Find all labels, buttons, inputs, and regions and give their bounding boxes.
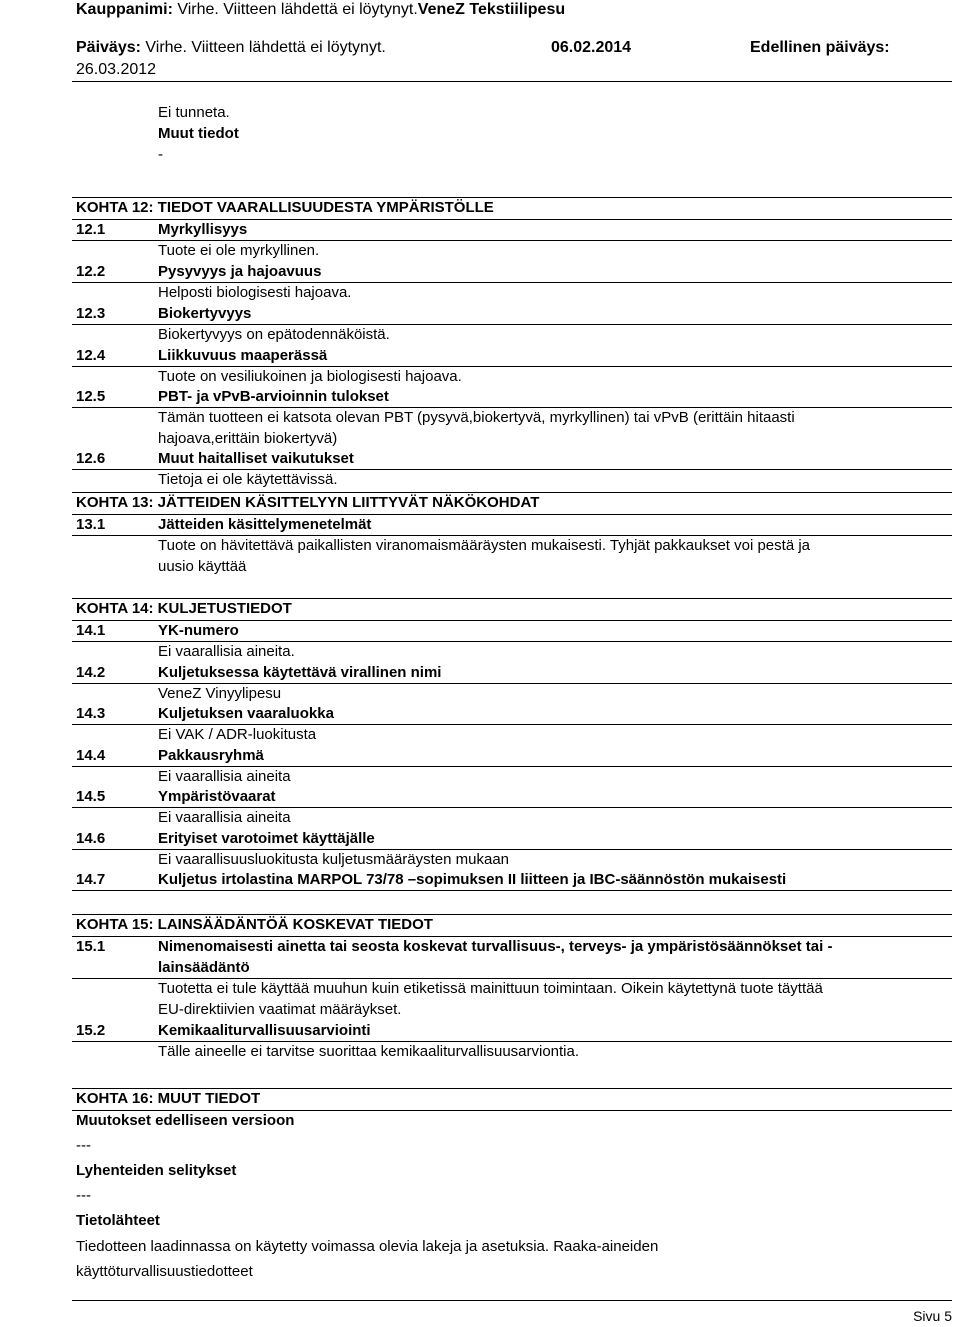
item-number: 15.2	[76, 1022, 106, 1039]
item-text: Tuote ei ole myrkyllinen.	[158, 242, 320, 259]
header-date: 06.02.2014	[551, 39, 632, 56]
item-text: VeneZ Vinyylipesu	[158, 685, 282, 702]
item-title: YK-numero	[158, 622, 239, 639]
item-text: Tuotetta ei tule käyttää muuhun kuin etiketissä mainittuun toimintaan. Oikein käytettynä tuote täyttää	[158, 980, 823, 997]
trade-name-label: Kauppanimi:	[76, 1, 173, 18]
item-number: 14.2	[76, 664, 106, 681]
item-number: 14.3	[76, 705, 106, 722]
item-title: Biokertyvyys	[158, 305, 252, 322]
item-text: Tuote on vesiliukoinen ja biologisesti hajoava.	[158, 368, 462, 385]
item-number: 12.3	[76, 305, 106, 322]
section-16-heading: KOHTA 16: MUUT TIEDOT	[76, 1090, 261, 1107]
item-title: Pakkausryhmä	[158, 747, 264, 764]
date-value: Virhe. Viitteen lähdettä ei löytynyt.	[145, 39, 386, 56]
item-text: Helposti biologisesti hajoava.	[158, 284, 352, 301]
item-number: 12.2	[76, 263, 106, 280]
item-text: Ei vaarallisia aineita	[158, 768, 291, 785]
item-number: 14.5	[76, 788, 106, 805]
sources-text: käyttöturvallisuustiedotteet	[76, 1263, 253, 1280]
section-12-heading: KOHTA 12: TIEDOT VAARALLISUUDESTA YMPÄRISTÖLLE	[76, 199, 494, 216]
item-title: Kuljetuksessa käytettävä virallinen nimi	[158, 664, 442, 681]
page-number: Sivu 5	[913, 1308, 952, 1324]
section-14-heading: KOHTA 14: KULJETUSTIEDOT	[76, 600, 292, 617]
item-text: Tälle aineelle ei tarvitse suorittaa kemikaaliturvallisuusarviontia.	[158, 1043, 580, 1060]
item-title: Kemikaaliturvallisuusarviointi	[158, 1022, 371, 1039]
abbreviations-title: Lyhenteiden selitykset	[76, 1162, 237, 1179]
item-number: 12.1	[76, 221, 106, 238]
item-text: Ei vaarallisia aineita	[158, 809, 291, 826]
trade-name-value: Virhe. Viitteen lähdettä ei löytynyt.	[177, 1, 418, 18]
header-rule	[72, 81, 952, 82]
sources-title: Tietolähteet	[76, 1212, 160, 1229]
item-title: Myrkyllisyys	[158, 221, 248, 238]
changes-text: ---	[76, 1137, 91, 1154]
item-number: 12.4	[76, 347, 106, 364]
product-name: VeneZ Tekstiilipesu	[417, 1, 566, 18]
section-13-heading: KOHTA 13: JÄTTEIDEN KÄSITTELYYN LIITTYVÄT NÄKÖKOHDAT	[76, 494, 540, 511]
item-title: PBT- ja vPvB-arvioinnin tulokset	[158, 388, 389, 405]
other-info-title: Muut tiedot	[158, 125, 239, 142]
not-known-text: Ei tunneta.	[158, 104, 230, 121]
item-title: Muut haitalliset vaikutukset	[158, 450, 354, 467]
item-number: 13.1	[76, 516, 106, 533]
item-text: hajoava,erittäin biokertyvä)	[158, 430, 338, 447]
footer-rule	[72, 1300, 952, 1301]
item-title: Nimenomaisesti ainetta tai seosta koskevat turvallisuus-, terveys- ja ympäristösäännökset tai -	[158, 938, 833, 955]
header-prev-date-label: Edellinen päiväys:	[750, 39, 890, 56]
item-text: Tietoja ei ole käytettävissä.	[158, 471, 338, 488]
sources-text: Tiedotteen laadinnassa on käytetty voimassa olevia lakeja ja asetuksia. Raaka-aineiden	[76, 1238, 659, 1255]
item-number: 14.1	[76, 622, 106, 639]
item-title: Erityiset varotoimet käyttäjälle	[158, 830, 375, 847]
item-text: uusio käyttää	[158, 558, 247, 575]
header-prev-date: 26.03.2012	[76, 61, 157, 78]
item-title: Pysyvyys ja hajoavuus	[158, 263, 322, 280]
item-number: 12.5	[76, 388, 106, 405]
abbreviations-text: ---	[76, 1187, 91, 1204]
item-title: Liikkuvuus maaperässä	[158, 347, 328, 364]
section-15-heading: KOHTA 15: LAINSÄÄDÄNTÖÄ KOSKEVAT TIEDOT	[76, 916, 433, 933]
item-title: Kuljetus irtolastina MARPOL 73/78 –sopimuksen II liitteen ja IBC-säännöstön mukaisesti	[158, 871, 787, 888]
item-text: Tuote on hävitettävä paikallisten viranomaismääräysten mukaisesti. Tyhjät pakkaukset voi pestä ja	[158, 537, 811, 554]
other-info-dash: -	[158, 146, 163, 163]
item-text: Ei vaarallisia aineita.	[158, 643, 295, 660]
item-title: Kuljetuksen vaaraluokka	[158, 705, 334, 722]
item-number: 14.6	[76, 830, 106, 847]
item-number: 12.6	[76, 450, 106, 467]
item-text: Ei VAK / ADR-luokitusta	[158, 726, 317, 743]
item-title: lainsäädäntö	[158, 959, 250, 976]
changes-title: Muutokset edelliseen versioon	[76, 1112, 295, 1129]
item-number: 14.7	[76, 871, 106, 888]
item-title: Ympäristövaarat	[158, 788, 276, 805]
date-label: Päiväys:	[76, 39, 141, 56]
item-number: 15.1	[76, 938, 106, 955]
item-text: Ei vaarallisuusluokitusta kuljetusmääräysten mukaan	[158, 851, 510, 868]
item-title: Jätteiden käsittelymenetelmät	[158, 516, 372, 533]
item-number: 14.4	[76, 747, 106, 764]
item-text: Tämän tuotteen ei katsota olevan PBT (pysyvä,biokertyvä, myrkyllinen) tai vPvB (erittäin hitaasti	[158, 409, 795, 426]
header-date-row	[76, 38, 386, 58]
item-text: EU-direktiivien vaatimat määräykset.	[158, 1001, 402, 1018]
header-trade-name	[76, 0, 565, 20]
item-text: Biokertyvyys on epätodennäköistä.	[158, 326, 390, 343]
